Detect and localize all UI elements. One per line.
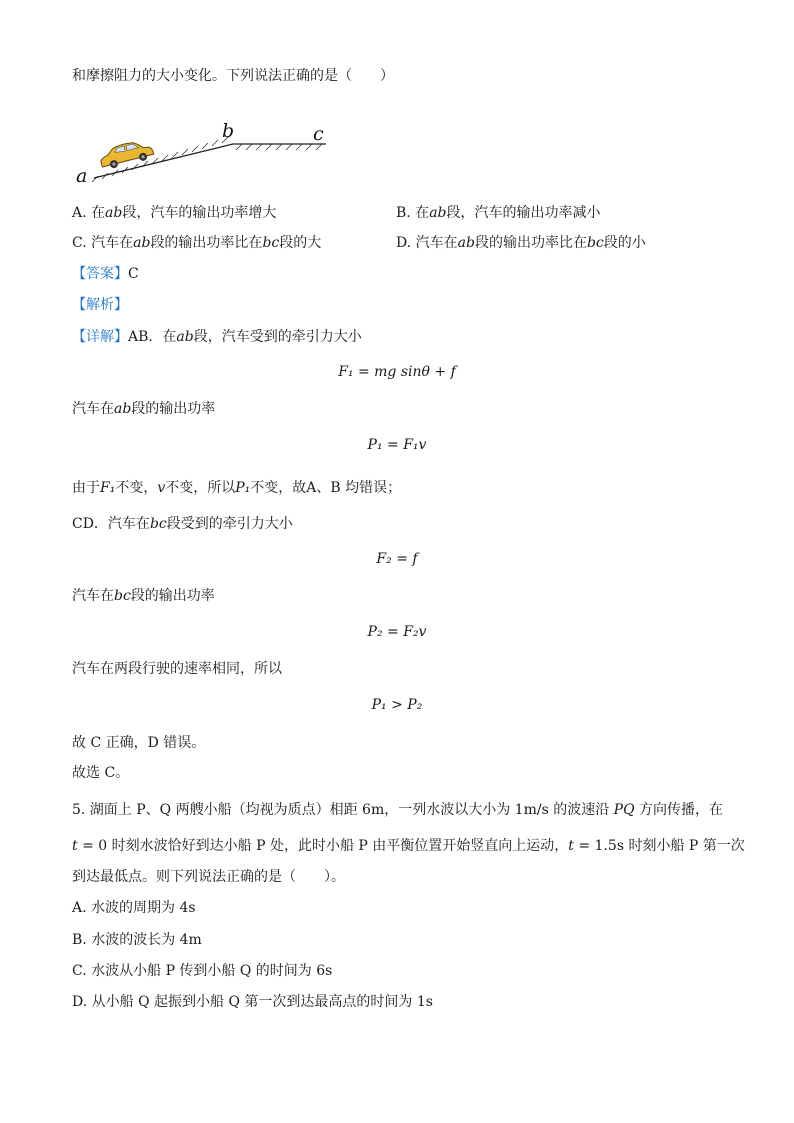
analysis-tag: 【解析】 xyxy=(72,297,128,313)
q5-option-d: D. 从小船 Q 起振到小船 Q 第一次到达最高点的时间为 1s xyxy=(72,994,433,1010)
equation-2: P₁ = F₁v xyxy=(367,437,427,453)
q4-option-b: B. 在ab段，汽车的输出功率减小 xyxy=(396,205,601,221)
q5-option-a: A. 水波的周期为 4s xyxy=(72,900,196,916)
label-b: b xyxy=(222,120,235,142)
q5-option-b: B. 水波的波长为 4m xyxy=(72,932,202,948)
slope-figure xyxy=(70,112,340,192)
detail-line-2: 汽车在ab段的输出功率 xyxy=(72,401,216,417)
q5-stem-line-3: 到达最低点。则下列说法正确的是（ ）。 xyxy=(72,869,345,885)
label-a: a xyxy=(76,165,88,187)
detail-line-6: 汽车在两段行驶的速率相同，所以 xyxy=(72,661,282,677)
q5-stem-line-1: 5. 湖面上 P、Q 两艘小船（均视为质点）相距 6m，一列水波以大小为 1m/s 的波速沿 PQ 方向传播，在 xyxy=(72,802,724,818)
detail-line-4: CD．汽车在bc段受到的牵引力大小 xyxy=(72,516,293,532)
detail-line-8: 故选 C。 xyxy=(72,765,130,781)
detail-line-1: 【详解】AB．在ab段，汽车受到的牵引力大小 xyxy=(72,329,362,345)
answer-line xyxy=(72,264,139,284)
detail-line-5: 汽车在bc段的输出功率 xyxy=(72,588,215,604)
equation-5: P₁ > P₂ xyxy=(371,697,423,713)
detail-line-3: 由于F₁不变，v不变，所以P₁不变，故A、B 均错误； xyxy=(72,480,402,496)
answer-tag: 【答案】 xyxy=(72,266,128,282)
q4-option-a: A. 在ab段，汽车的输出功率增大 xyxy=(72,205,277,221)
q5-option-c: C. 水波从小船 P 传到小船 Q 的时间为 6s xyxy=(72,963,333,979)
detail-line-7: 故 C 正确，D 错误。 xyxy=(72,735,206,751)
label-c: c xyxy=(313,123,324,145)
equation-3: F₂ = f xyxy=(376,551,418,567)
q4-option-d: D. 汽车在ab段的输出功率比在bc段的小 xyxy=(396,235,646,251)
equation-1: F₁ = mg sinθ + f xyxy=(338,364,456,380)
equation-4: P₂ = F₂v xyxy=(367,624,427,640)
q5-stem-line-2: t = 0 时刻水波恰好到达小船 P 处，此时小船 P 由平衡位置开始竖直向上运动，t = 1.5s 时刻小船 P 第一次 xyxy=(72,838,745,854)
answer-value: C xyxy=(128,266,139,282)
analysis-line xyxy=(72,295,128,315)
q4-option-c: C. 汽车在ab段的输出功率比在bc段的大 xyxy=(72,235,322,251)
question-4-stem-tail: 和摩擦阻力的大小变化。下列说法正确的是（ ） xyxy=(72,68,394,84)
